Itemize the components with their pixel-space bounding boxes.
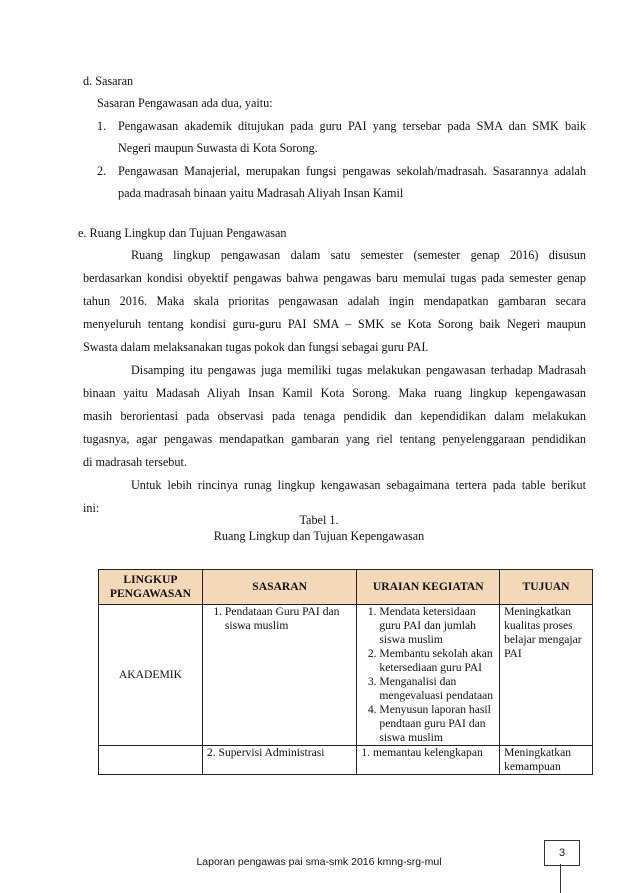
- list-item-number: 2.: [97, 164, 107, 178]
- header-tujuan: TUJUAN: [500, 570, 593, 605]
- table-caption: Tabel 1.: [299, 513, 339, 527]
- page-footer: Laporan pengawas pai sma-smk 2016 kmng-srg-mul: [196, 856, 442, 868]
- header-sasaran: SASARAN: [202, 570, 357, 605]
- cell-lingkup-empty: [99, 746, 203, 775]
- list-item-text: Pengawasan Manajerial, merupakan fungsi pengawas sekolah/madrasah. Sasarannya adalah: [118, 164, 586, 178]
- list-item-text: Negeri maupun Suwasta di Kota Sorong.: [118, 141, 318, 155]
- paragraph-line: tugasnya, agar pengawas mendapatkan gambaran yang riel tentang penyelenggaraan pendidikan: [83, 432, 586, 446]
- cell-tujuan: Meningkatkan kemampuan: [500, 746, 593, 775]
- list-item: 4. Menyusun laporan hasil pendtaan guru PAI dan siswa muslim: [379, 703, 495, 745]
- paragraph-line: ini:: [83, 501, 100, 515]
- cell-uraian: 1. memantau kelengkapan: [357, 746, 500, 775]
- paragraph-line: tahun 2016. Maka skala prioritas pengawasan adalah ingin mendapatkan gambaran secara: [83, 294, 586, 308]
- section-d-heading: d. Sasaran: [83, 74, 134, 88]
- paragraph-line: di madrasah tersebut.: [83, 455, 187, 469]
- list-item-text: pada madrasah binaan yaitu Madrasah Aliyah Insan Kamil: [118, 186, 404, 200]
- cell-sasaran: [202, 605, 357, 746]
- paragraph-line: Disamping itu pengawas juga memiliki tugas melakukan pengawasan terhadap Madrasah: [131, 363, 586, 377]
- section-d-intro: Sasaran Pengawasan ada dua, yaitu:: [97, 96, 273, 110]
- scope-table: [98, 569, 593, 775]
- header-lingkup: LINGKUP PENGAWASAN: [99, 570, 203, 605]
- list-item: 1. Mendata ketersidaan guru PAI dan jumlah siswa muslim: [379, 605, 495, 647]
- cell-sasaran: 2. Supervisi Administrasi: [202, 746, 357, 775]
- list-item-text: Pengawasan akademik ditujukan pada guru PAI yang tersebar pada SMA dan SMK baik: [118, 119, 586, 133]
- paragraph-line: masih berorientasi pada observasi pada tenaga pendidik dan kependidikan dalam melakukan: [83, 409, 586, 423]
- list-item: 1. Pendataan Guru PAI dan siswa muslim: [225, 605, 353, 633]
- cell-uraian: [357, 605, 500, 746]
- page-number-divider: [560, 864, 561, 893]
- paragraph-line: binaan yaitu Madasah Aliyah Insan Kamil Kota Sorong. Maka ruang lingkup kepengawasan: [83, 386, 586, 400]
- list-item: 3. Menganalisi dan mengevaluasi pendataan: [379, 675, 495, 703]
- table-row: [99, 746, 593, 775]
- paragraph-line: berdasarkan kondisi obyektif pengawas bahwa pengawas baru memulai tugas pada semester genap: [83, 271, 586, 285]
- paragraph-line: menyeluruh tentang kondisi guru-guru PAI SMA – SMK se Kota Sorong baik Negeri maupun: [83, 317, 586, 331]
- table-title: Ruang Lingkup dan Tujuan Kepengawasan: [213, 529, 425, 543]
- table-header-row: [99, 570, 593, 605]
- cell-tujuan: Meningkatkan kualitas proses belajar mengajar PAI: [500, 605, 593, 746]
- paragraph-line: Ruang lingkup pengawasan dalam satu semester (semester genap 2016) disusun: [131, 248, 586, 262]
- table-row: [99, 605, 593, 746]
- paragraph-line: Untuk lebih rincinya runag lingkup kengawasan sebagaimana tertera pada table berikut: [131, 478, 586, 492]
- header-uraian: URAIAN KEGIATAN: [357, 570, 500, 605]
- section-e-heading: e. Ruang Lingkup dan Tujuan Pengawasan: [78, 226, 287, 240]
- list-item-number: 1.: [97, 119, 107, 133]
- list-item: 2. Membantu sekolah akan ketersediaan guru PAI: [379, 647, 495, 675]
- cell-lingkup: AKADEMIK: [99, 605, 203, 746]
- page-number: 3: [544, 840, 580, 866]
- paragraph-line: Swasta dalam melaksanakan tugas pokok dan fungsi sebagai guru PAI.: [83, 340, 429, 354]
